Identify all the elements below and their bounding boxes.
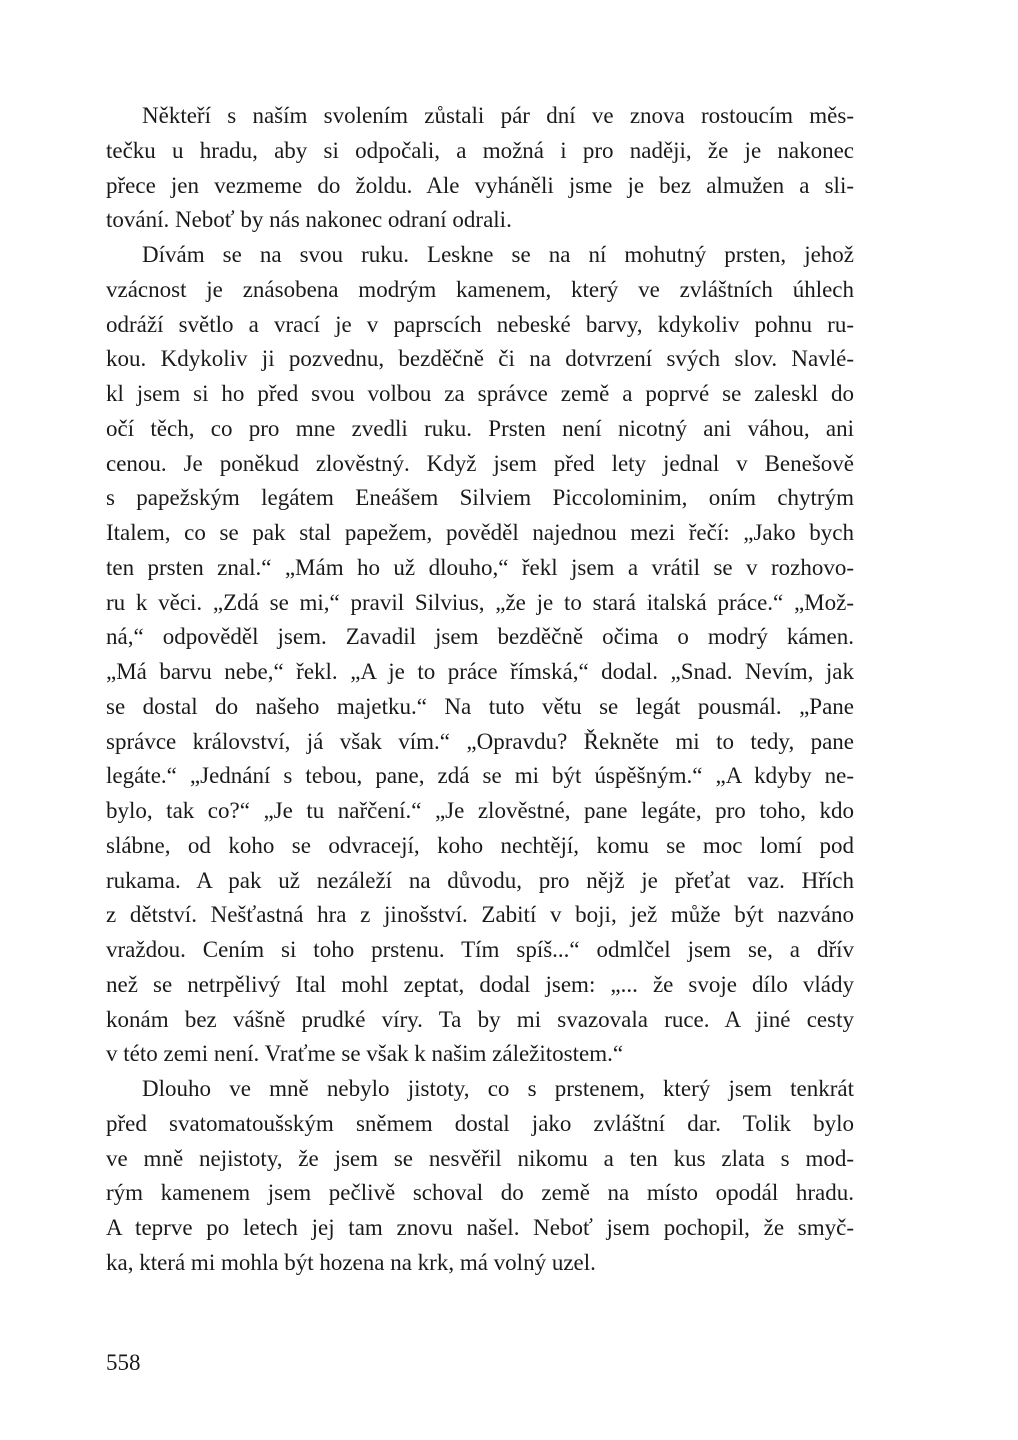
text-line: ru k věci. „Zdá se mi,“ pravil Silvius, „že je to stará italská práce.“ „Mož- xyxy=(106,589,854,615)
text-line: tování. Neboť by nás nakonec odraní odrali. xyxy=(106,207,512,233)
text-line: Dívám se na svou ruku. Leskne se na ní mohutný prsten, jehož xyxy=(142,242,854,267)
text-block xyxy=(106,99,854,1281)
text-line: ve mně nejistoty, že jsem se nesvěřil nikomu a ten kus zlata s mod- xyxy=(106,1145,854,1171)
text-line: cenou. Je poněkud zlověstný. Když jsem před lety jednal v Benešově xyxy=(106,450,854,476)
text-line: než se netrpělivý Ital mohl zeptat, dodal jsem: „... že svoje dílo vlády xyxy=(106,971,854,997)
text-line: rukama. A pak už nezáleží na důvodu, pro nějž je přeťat vaz. Hřích xyxy=(106,867,854,893)
text-line: Někteří s naším svolením zůstali pár dní ve znova rostoucím měs- xyxy=(142,103,854,128)
text-line: ná,“ odpověděl jsem. Zavadil jsem bezděčně očima o modrý kámen. xyxy=(106,624,854,650)
text-line: rým kamenem jsem pečlivě schoval do země na místo opodál hradu. xyxy=(106,1180,854,1206)
text-line: očí těch, co pro mne zvedli ruku. Prsten není nicotný ani váhou, ani xyxy=(106,415,854,441)
text-line: Dlouho ve mně nebylo jistoty, co s prstenem, který jsem tenkrát xyxy=(142,1076,854,1101)
text-line: tečku u hradu, aby si odpočali, a možná i pro naději, že je nakonec xyxy=(106,137,854,163)
text-line: správce království, já však vím.“ „Opravdu? Řekněte mi to tedy, pane xyxy=(106,728,854,754)
text-line: kou. Kdykoliv ji pozvednu, bezděčně či na dotvrzení svých slov. Navlé- xyxy=(106,346,854,372)
text-line: kl jsem si ho před svou volbou za správce země a poprvé se zaleskl do xyxy=(106,381,854,406)
text-line: v této zemi není. Vraťme se však k našim záležitostem.“ xyxy=(106,1041,624,1067)
text-line: s papežským legátem Eneášem Silviem Piccolominim, oním chytrým xyxy=(106,485,854,511)
text-line: vraždou. Cením si toho prstenu. Tím spíš...“ odmlčel jsem se, a dřív xyxy=(106,937,854,962)
text-line: slábne, od koho se odvracejí, koho nechtějí, komu se moc lomí pod xyxy=(106,832,854,858)
text-line: z dětství. Nešťastná hra z jinošství. Zabití v boji, jež může být nazváno xyxy=(106,902,854,928)
text-line: ka, která mi mohla být hozena na krk, má volný uzel. xyxy=(106,1249,596,1275)
paragraph-3 xyxy=(106,1072,854,1281)
text-line: ten prsten znal.“ „Mám ho už dlouho,“ řekl jsem a vrátil se v rozhovo- xyxy=(106,554,854,580)
text-line: „Má barvu nebe,“ řekl. „A je to práce římská,“ dodal. „Snad. Nevím, jak xyxy=(106,659,854,684)
text-line: přece jen vezmeme do žoldu. Ale vyháněli jsme je bez almužen a sli- xyxy=(106,172,854,198)
page-number: 558 xyxy=(106,1350,141,1375)
paragraph-2 xyxy=(106,238,854,1072)
text-line: legáte.“ „Jednání s tebou, pane, zdá se mi být úspěšným.“ „A kdyby ne- xyxy=(106,763,854,789)
text-line: A teprve po letech jej tam znovu našel. Neboť jsem pochopil, že smyč- xyxy=(106,1215,854,1240)
text-line: Italem, co se pak stal papežem, pověděl najednou mezi řečí: „Jako bych xyxy=(106,520,854,545)
text-line: odráží světlo a vrací je v paprscích nebeské barvy, kdykoliv pohnu ru- xyxy=(106,311,854,337)
text-line: vzácnost je znásobena modrým kamenem, který ve zvláštních úhlech xyxy=(106,276,854,302)
text-line: před svatomatoušským sněmem dostal jako zvláštní dar. Tolik bylo xyxy=(106,1110,854,1136)
text-line: bylo, tak co?“ „Je tu nařčení.“ „Je zlověstné, pane legáte, pro toho, kdo xyxy=(106,798,854,823)
paragraph-1 xyxy=(106,99,854,238)
text-line: se dostal do našeho majetku.“ Na tuto větu se legát pousmál. „Pane xyxy=(106,693,854,719)
text-line: konám bez vášně prudké víry. Ta by mi svazovala ruce. A jiné cesty xyxy=(106,1006,854,1032)
